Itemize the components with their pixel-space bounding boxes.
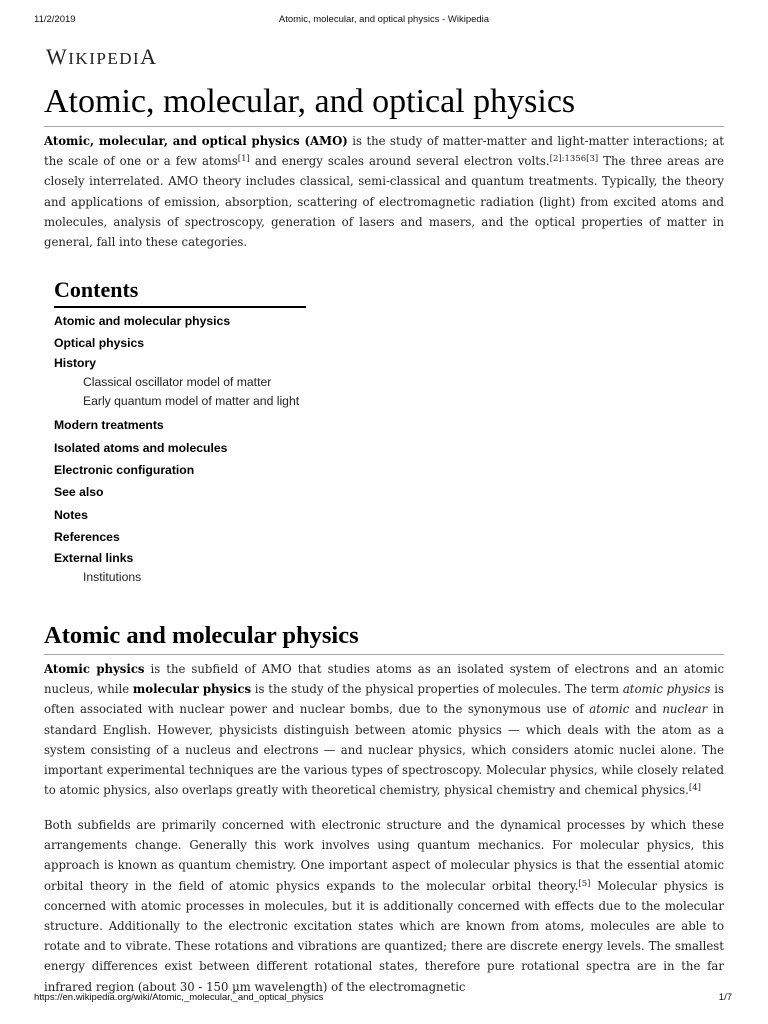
title-divider — [44, 126, 724, 127]
ref-link-1[interactable]: [1] — [237, 154, 250, 165]
print-date: 11/2/2019 — [34, 14, 76, 25]
intro-paragraph — [44, 131, 724, 252]
print-url: https://en.wikipedia.org/wiki/Atomic,_molecular,_and_optical_physics — [34, 992, 324, 1003]
print-header — [0, 14, 768, 34]
p2-text-1: Both subfields are primarily concerned with electronic structure and the dynamical processes by which these arrangements change. Generally this work involves using quantum mechanics. For molecular physics, this approach is known as quantum chemistry. One important aspect of molecular physics is that the essential atomic orbital theory in the field of atomic physics expands to the molecular orbital theory. — [44, 818, 724, 893]
wikipedia-logo[interactable] — [46, 44, 158, 70]
toc-item-see-also[interactable]: See also — [54, 485, 104, 500]
toc-item-references[interactable]: References — [54, 530, 120, 545]
toc-subitem-classical-oscillator[interactable]: Classical oscillator model of matter — [83, 375, 272, 390]
toc-title: Contents — [54, 277, 139, 302]
term-molecular-physics: molecular physics — [132, 682, 252, 697]
section-paragraph-1 — [44, 659, 724, 800]
print-footer — [0, 992, 768, 1012]
toc-list — [54, 310, 306, 587]
section-divider — [44, 654, 724, 655]
toc-subitem-institutions[interactable]: Institutions — [83, 569, 142, 584]
logo-final: A — [140, 44, 158, 69]
toc-subitem-early-quantum-model[interactable]: Early quantum model of matter and light — [83, 393, 300, 408]
p1-text-1: is the subfield of AMO that studies atoms as an isolated system of electrons and an atomic nucleus, while — [44, 662, 724, 697]
toc-item-electronic-configuration[interactable]: Electronic configuration — [54, 463, 195, 478]
p1-italic-3: nuclear — [662, 702, 708, 717]
section-heading: Atomic and molecular physics — [44, 622, 359, 649]
intro-text-2: and energy scales around several electron volts. — [249, 154, 550, 169]
logo-middle: IKIPEDI — [68, 49, 141, 68]
toc-item-history[interactable]: History — [54, 356, 96, 371]
p1-text-2: is the study of the physical properties of molecules. The term — [251, 682, 623, 697]
term-atomic-physics: Atomic physics — [44, 662, 145, 676]
p2-text-2: Molecular physics is concerned with atomic processes in molecules, but it is additionally concerned with effects due to the molecular structure. Additionally to the electronic excitation states which are known from atoms, molecules are able to rotate and to vibrate. These rotations and vibrations are quantized; there are discrete energy levels. The smallest energy differences exist between different rotational states, therefore pure rotational spectra are in the far infrared region (about 30 - 150 µm wavelength) of the electromagnetic — [44, 878, 724, 994]
ref-link-2[interactable]: [2]:1356[3] — [549, 154, 599, 165]
p1-italic-2: atomic — [589, 702, 630, 717]
print-title: Atomic, molecular, and optical physics - Wikipedia — [278, 14, 490, 25]
p1-text-5: in standard English. However, physicists distinguish between atomic physics — which deals with the atom as a system consisting of a nucleus and electrons — and nuclear physics, which considers atomic nuclei alone. The important experimental techniques are the various types of spectroscopy. Molecular physics, while closely related to atomic physics, also overlaps greatly with theoretical chemistry, physical chemistry and chemical physics. — [44, 702, 724, 798]
page-title: Atomic, molecular, and optical physics — [44, 83, 576, 120]
p1-text-4: and — [629, 702, 663, 717]
intro-text-1: is the study of matter-matter and light-matter interactions; at the scale of one or a few atoms — [44, 134, 724, 169]
toc-item-modern-treatments[interactable]: Modern treatments — [54, 418, 164, 433]
ref-link-4[interactable]: [4] — [688, 783, 701, 794]
intro-bold-term: Atomic, molecular, and optical physics (AMO) — [44, 134, 348, 148]
print-page-number: 1/7 — [718, 992, 732, 1003]
ref-link-5[interactable]: [5] — [578, 878, 591, 889]
intro-text-3: The three areas are closely interrelated. AMO theory includes classical, semi-classical and quantum treatments. Typically, the theory and applications of emission, absorption, scattering of electromagnetic radiation (light) from excited atoms and molecules, analysis of spectroscopy, generation of lasers and masers, and the optical properties of matter in general, fall into these categories. — [44, 154, 724, 250]
toc-divider — [54, 306, 306, 308]
toc-item-atomic-molecular-physics[interactable]: Atomic and molecular physics — [54, 313, 231, 328]
toc-item-isolated-atoms[interactable]: Isolated atoms and molecules — [54, 440, 228, 455]
p1-italic-1: atomic physics — [622, 682, 711, 697]
toc-item-optical-physics[interactable]: Optical physics — [54, 335, 145, 350]
p1-text-3: is often associated with nuclear power and nuclear bombs, due to the synonymous use of — [44, 682, 725, 717]
toc-item-external-links[interactable]: External links — [54, 550, 134, 565]
logo-initial: W — [46, 44, 69, 69]
toc-item-notes[interactable]: Notes — [54, 507, 88, 522]
section-paragraph-2 — [44, 815, 724, 997]
table-of-contents — [54, 275, 306, 586]
